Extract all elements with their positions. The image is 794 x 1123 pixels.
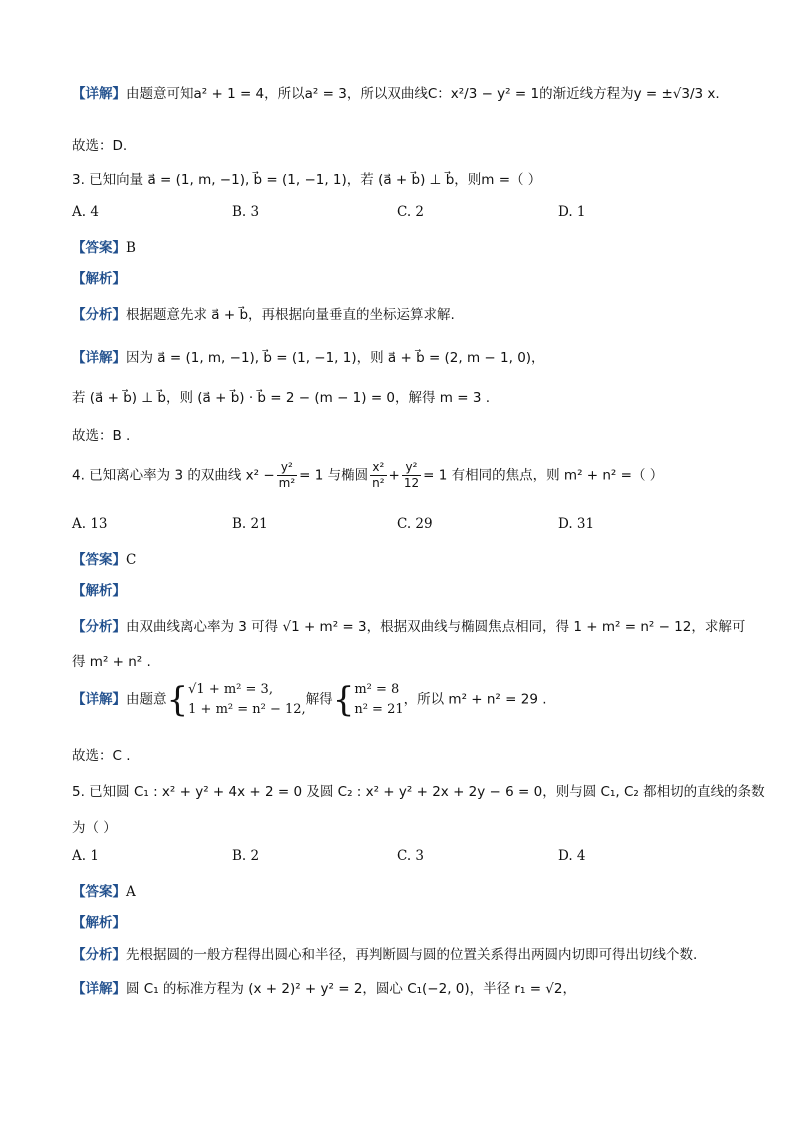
q4-detail-pre: 由题意 [126,691,167,708]
detail-tag: 【详解】 [72,691,126,708]
q5-analysis-line [72,911,734,931]
q5-answer-line [72,880,734,900]
q3-option-a: A. 4 [72,204,99,220]
q5-option-c: C. 3 [397,848,425,864]
q4-frac2-numerator: x² [370,460,386,476]
q4-left-brace-2: { [332,680,355,720]
detail-tag: 【详解】 [72,981,126,997]
q4-stem-fraction-2 [370,460,386,491]
q2-detail-end: √3/3 x. [672,86,720,102]
q5-answer-value: A [126,884,136,900]
q3-option-d: D. 1 [558,204,586,220]
q5-option-b: B. 2 [232,848,260,864]
q4-system-1-eq-1: √1 + m² = 3, [188,682,273,697]
q3-detail-line-2: 若 (a⃗ + b⃗) ⊥ b⃗，则 (a⃗ + b⃗) · b⃗ = 2 − (m − 1) = 0，解得 m = 3 . [72,390,491,406]
analysis-tag: 【解析】 [72,915,126,931]
q4-system-1 [188,680,306,720]
q3-answer-value: B [126,240,136,256]
detail-tag: 【详解】 [72,86,126,102]
q4-stem-part-d: = 1 有相同的焦点，则 m² + n² =（ ） [423,467,664,484]
q5-detail-text: 圆 C₁ 的标准方程为 (x + 2)² + y² = 2，圆心 C₁(−2, 0)，半径 r₁ = √2， [126,981,576,997]
q5-option-a: A. 1 [72,848,99,864]
q4-system-1-eq-2: 1 + m² = n² − 12, [188,702,306,717]
q4-detail-post: ，所以 m² + n² = 29 . [403,691,547,708]
q4-system-2-eq-1: m² = 8 [354,682,400,697]
q5-stem-line-2: 为（ ） [72,820,117,836]
q2-detail-line [72,82,734,102]
q4-fenxi-line-1 [72,615,746,635]
q5-option-d: D. 4 [558,848,586,864]
q4-stem-fraction-3 [402,460,421,491]
q4-fenxi-text-1: 由双曲线离心率为 3 可得 √1 + m² = 3，根据双曲线与椭圆焦点相同，得 1 + m² = n² − 12，求解可 [126,619,746,635]
q4-analysis-line [72,579,734,599]
q4-frac1-denominator: m² [278,476,296,490]
q3-detail-line-1 [72,346,734,366]
detail-tag: 【详解】 [72,350,126,366]
q4-frac3-numerator: y² [402,460,421,476]
q4-detail-line [72,680,734,720]
q5-stem-line-1: 5. 已知圆 C₁ : x² + y² + 4x + 2 = 0 及圆 C₂ : x² + y² + 2x + 2y − 6 = 0，则与圆 C₁, C₂ 都相切的直线的条数 [72,784,765,800]
q2-choose: 故选：D. [72,138,128,154]
answer-tag: 【答案】 [72,240,126,256]
q3-fenxi-line [72,303,734,323]
q3-analysis-line [72,267,734,287]
q4-option-c: C. 29 [397,516,433,532]
q4-detail-mid: 解得 [305,691,333,708]
q5-detail-line [72,977,734,997]
q4-stem-part-c: + [388,467,400,484]
q2-detail-text: 由题意可知a² + 1 = 4，所以a² = 3，所以双曲线C： [126,86,451,102]
q4-stem-part-b: = 1 与椭圆 [299,467,369,484]
q4-fenxi-line-2: 得 m² + n² . [72,654,151,670]
q3-choose: 故选：B . [72,428,131,444]
q4-stem-part-a: 4. 已知离心率为 3 的双曲线 x² − [72,467,275,484]
q4-answer-value: C [126,552,137,568]
analysis-tag: 【解析】 [72,583,126,599]
q4-left-brace-1: { [166,680,189,720]
q4-stem [72,460,734,491]
q3-option-b: B. 3 [232,204,260,220]
q3-fenxi-text: 根据题意先求 a⃗ + b⃗，再根据向量垂直的坐标运算求解. [126,307,455,323]
q4-stem-fraction-1 [277,460,298,491]
q2-detail-mid: x²/3 − y² = 1的渐近线方程为y = ± [450,86,673,102]
q5-fenxi-text: 先根据圆的一般方程得出圆心和半径，再判断圆与圆的位置关系得出两圆内切即可得出切线个数. [126,947,698,963]
q3-detail-text-1: 因为 a⃗ = (1, m, −1), b⃗ = (1, −1, 1)，则 a⃗ + b⃗ = (2, m − 1, 0)， [126,350,545,366]
q3-stem: 3. 已知向量 a⃗ = (1, m, −1), b⃗ = (1, −1, 1)，若 (a⃗ + b⃗) ⊥ b⃗，则m =（ ） [72,172,542,188]
q3-option-c: C. 2 [397,204,425,220]
fenxi-tag: 【分析】 [72,307,126,323]
q5-fenxi-line [72,943,734,963]
q4-option-a: A. 13 [72,516,108,532]
q4-system-2-eq-2: n² = 21 [354,702,404,717]
q4-answer-line [72,548,734,568]
q4-option-b: B. 21 [232,516,268,532]
q4-choose: 故选：C . [72,748,131,764]
answer-tag: 【答案】 [72,552,126,568]
q4-frac2-denominator: n² [372,476,385,490]
analysis-tag: 【解析】 [72,271,126,287]
q4-frac3-denominator: 12 [403,476,420,490]
q4-system-2 [354,680,403,720]
fenxi-tag: 【分析】 [72,947,126,963]
q4-frac1-numerator: y² [277,460,298,476]
answer-tag: 【答案】 [72,884,126,900]
fenxi-tag: 【分析】 [72,619,126,635]
q4-option-d: D. 31 [558,516,595,532]
q3-answer-line [72,236,734,256]
